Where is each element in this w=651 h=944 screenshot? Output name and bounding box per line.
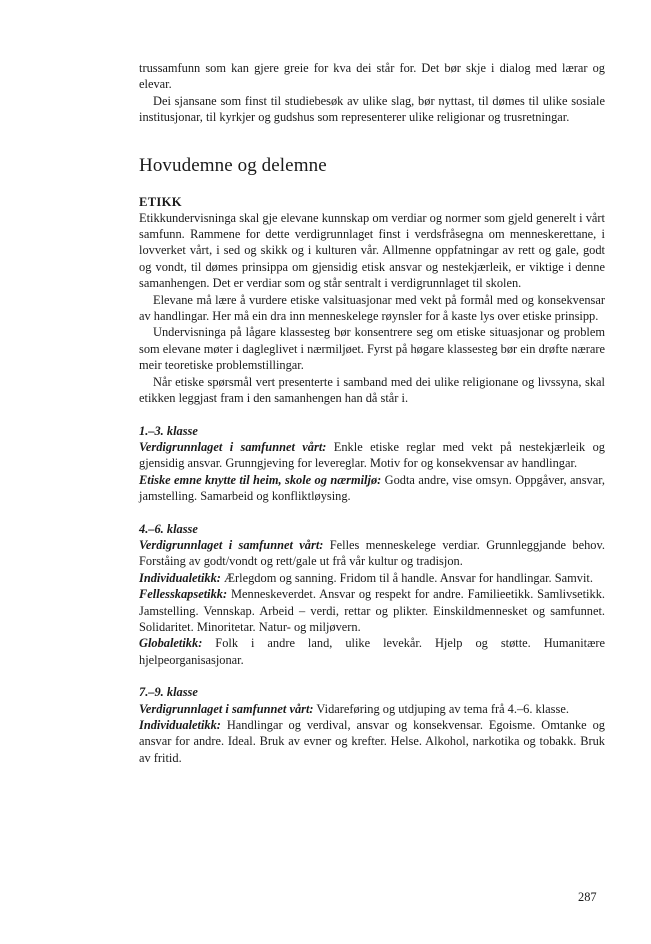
topic-label: Individualetikk: [139,718,221,732]
etikk-paragraph-4: Når etiske spørsmål vert presenterte i samband med dei ulike religionane og livssyna, skal etikken leggjast fram i den samanhengen han då står i. [139,374,605,406]
topic-text: Felles menneskelege verdiar. Grunnleggjande behov. Forståing av godt/vondt og rett/gale ut frå vår kultur og tradisjon. [139,537,605,569]
topic-item [139,472,605,505]
intro-paragraph-1: trussamfunn som kan gjere greie for kva dei står for. Det bør skje i dialog med lærar og elevar. [139,61,605,92]
etikk-paragraph-2: Elevane må lære å vurdere etiske valsituasjonar med vekt på formål med og konsekvensar av handlingar. Her må ein dra inn menneskelege røynsler for å kaste lys over etiske prinsipp. [139,292,605,324]
topic-label: Verdigrunnlaget i samfunnet vårt: [139,439,327,454]
grade-heading: 7.–9. klasse [139,685,198,700]
intro-paragraph-2: Dei sjansane som finst til studiebesøk av ulike slag, bør nyttast, til dømes til ulike sosiale institusjonar, til kyrkjer og gudshus som representerer ulike religionar og trusretningar. [139,93,605,125]
grade-block-4-6 [139,521,605,669]
topic-text: Handlingar og verdival, ansvar og konsekvensar. Egoisme. Omtanke og ansvar for andre. Ideal. Bruk av evner og krefter. Helse. Alkohol, narkotika og tobakk. Bruk av fritid. [139,718,605,765]
etikk-paragraph-3: Undervisninga på lågare klassesteg bør konsentrere seg om etiske situasjonar og problem som elevane møter i dagleglivet i nærmiljøet. Fyrst på høgare klassesteg bør ein drøfte nærare meir teoretiske problemstillingar. [139,325,605,373]
grade-block-7-9 [139,684,605,766]
topic-text: Godta andre, vise omsyn. Oppgåver, ansvar, jamstelling. Samarbeid og konfliktløysing. [139,472,605,504]
grade-heading: 1.–3. klasse [139,423,198,438]
grade-heading: 4.–6. klasse [139,521,198,536]
topic-label: Verdigrunnlaget i samfunnet vårt: [139,701,314,716]
topic-label: Globaletikk: [139,636,203,651]
topic-text: Ærlegdom og sanning. Fridom til å handle. Ansvar for handlingar. Samvit. [220,570,593,585]
topic-item [139,717,605,766]
topic-item [139,537,605,570]
topic-label: Etiske emne knytte til heim, skole og nærmiljø: [139,472,382,487]
topic-item [139,635,605,668]
etikk-heading: ETIKK [139,194,182,209]
topic-label: Fellesskapsetikk: [139,587,228,602]
topic-label: Individualetikk: [139,570,221,585]
topic-text: Enkle etiske reglar med vekt på nestekjærleik og gjensidig ansvar. Grunngjeving for levereglar. Motiv for og konsekvensar av handlingar. [139,439,605,471]
page-content [139,60,605,766]
grade-block-1-3 [139,423,605,505]
topic-item [139,570,605,586]
topic-text: Menneskeverdet. Ansvar og respekt for andre. Familieetikk. Samlivsetikk. Jamstelling. Vennskap. Arbeid – verdi, rettar og plikter. Einskildmennesket og samfunnet. Solidaritet. Minoritetar. Natur- og miljøvern. [139,587,605,634]
topic-item [139,586,605,635]
topic-text: Vidareføring og utdjuping av tema frå 4.–6. klasse. [313,701,569,716]
topic-item [139,439,605,472]
topic-text: Folk i andre land, ulike levekår. Hjelp og støtte. Humanitære hjelpeorganisasjonar. [139,636,605,667]
page-number: 287 [578,890,597,904]
etikk-paragraph-1: Etikkundervisninga skal gje elevane kunnskap om verdiar og normer som gjeld generelt i vårt samfunn. Rammene for dette verdigrunnlaget finst i verdsfråsegna om menneskerettane, i lovverket vårt, i sed og skikk og i kulturen vår. Allmenne oppfatningar av rett og gale, godt og vondt, til dømes prinsippa om gjensidig etisk ansvar og nestekjærleik, er viktige i denne samanhengen. Det er verdiar som og står sentralt i verdigrunnlaget til skolen. [139,210,605,291]
topic-item [139,701,605,717]
topic-label: Verdigrunnlaget i samfunnet vårt: [139,537,324,552]
section-title: Hovudemne og delemne [139,154,327,176]
